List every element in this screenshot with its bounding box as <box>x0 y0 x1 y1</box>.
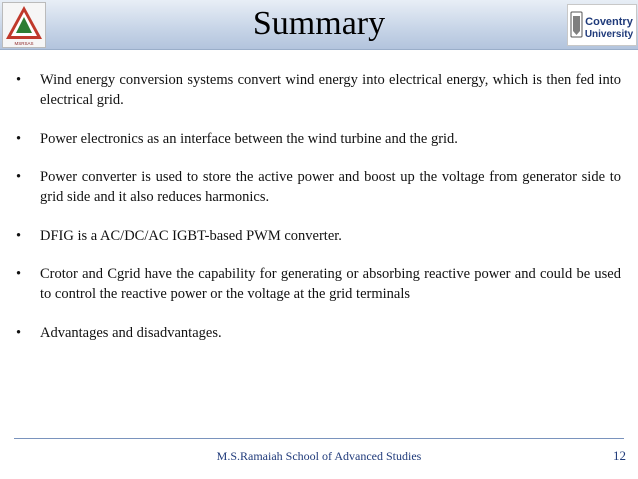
bullet-text: Wind energy conversion systems convert wind energy into electrical energy, which is then fed into electrical grid. <box>40 72 621 108</box>
bullet-text: Advantages and disadvantages. <box>40 324 222 341</box>
bullet-item <box>16 323 621 343</box>
bullet-text: Power electronics as an interface between the wind turbine and the grid. <box>40 130 458 147</box>
bullet-item <box>16 129 621 149</box>
bullet-item <box>16 167 621 207</box>
logo-line-1: Coventry <box>585 16 633 28</box>
bullet-marker: • <box>16 169 22 185</box>
logo-line-2: University <box>584 29 634 40</box>
bullet-marker: • <box>16 130 22 147</box>
emblem-caption: MSRSAS <box>14 41 34 46</box>
bullet-marker: • <box>16 266 22 282</box>
bullet-text: DFIG is a AC/DC/AC IGBT-based PWM converter. <box>40 227 342 244</box>
slide-header <box>0 0 638 50</box>
bullet-marker: • <box>16 72 22 88</box>
university-crest-icon <box>568 5 636 45</box>
bullet-item <box>16 264 621 304</box>
coventry-university-logo <box>567 4 637 46</box>
bullet-marker: • <box>16 227 22 244</box>
bullet-list <box>16 70 621 361</box>
bullet-text: Power converter is used to store the active power and boost up the voltage from generator side to grid side and it also reduces harmonics. <box>40 169 621 205</box>
footer-divider <box>14 438 624 439</box>
bullet-item <box>16 226 621 246</box>
bullet-item <box>16 70 621 110</box>
bullet-marker: • <box>16 324 22 341</box>
slide-title: Summary <box>252 5 386 42</box>
bullet-text: Crotor and Cgrid have the capability for generating or absorbing reactive power and could be used to control the reactive power or the voltage at the grid terminals <box>40 266 621 302</box>
page-number: 12 <box>613 448 626 463</box>
footer-institution: M.S.Ramaiah School of Advanced Studies <box>216 449 422 463</box>
